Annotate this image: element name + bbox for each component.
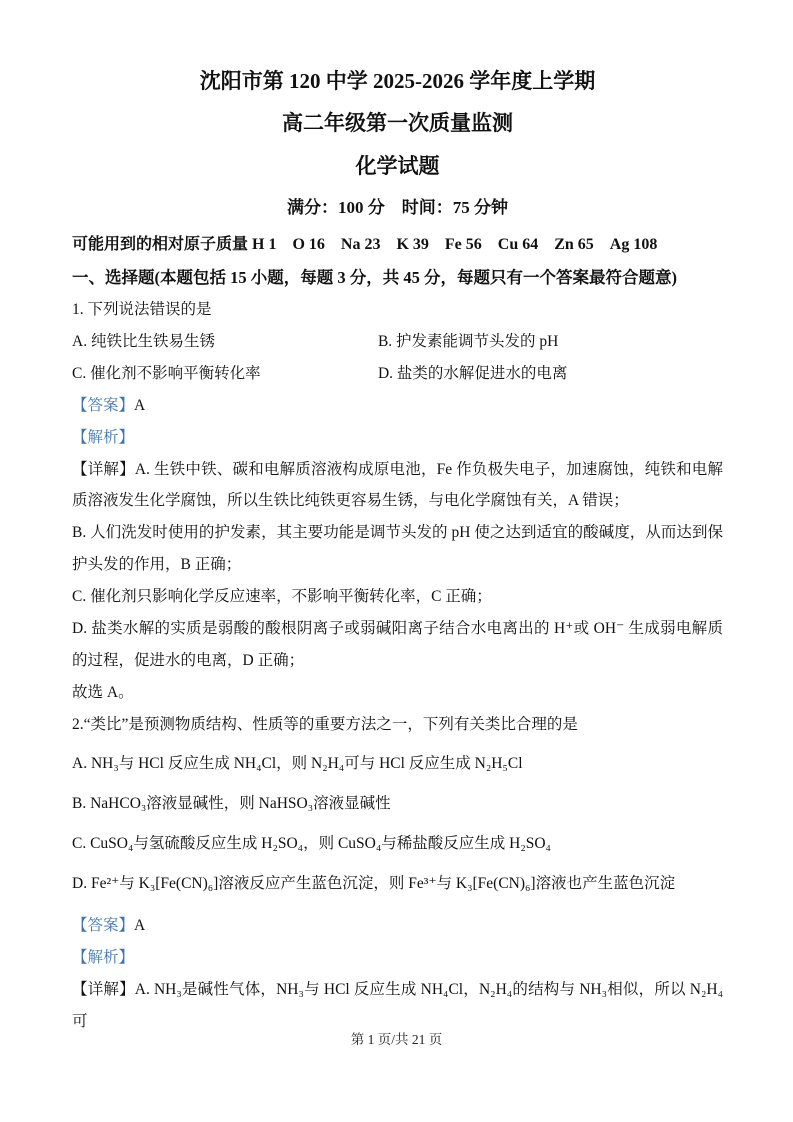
question-1-option-a: A. 纯铁比生铁易生锈 [72, 332, 215, 350]
question-1 [72, 294, 723, 709]
question-1-answer-value: A [134, 396, 146, 414]
question-1-option-c: C. 催化剂不影响平衡转化率 [72, 364, 261, 382]
question-2-stem: 2.“类比”是预测物质结构、性质等的重要方法之一，下列有关类比合理的是 [72, 715, 578, 733]
score-and-time-line: 满分：100 分 时间：75 分钟 [287, 197, 508, 217]
analysis-label: 【解析】 [72, 428, 135, 446]
detail-label: 【详解】 [72, 981, 135, 999]
question-2-option-a: A. NH₃与 HCl 反应生成 NH₄Cl，则 N₂H₄可与 HCl 反应生成 N₂H₅Cl [72, 754, 523, 772]
question-1-options-row-1 [72, 326, 723, 358]
document-title-line2: 高二年级第一次质量监测 [282, 111, 513, 136]
section-heading-choice-questions: 一、选择题(本题包括 15 小题，每题 3 分，共 45 分，每题只有一个答案最符合题意) [72, 267, 677, 287]
question-1-option-b: B. 护发素能调节头发的 pH [377, 332, 559, 350]
question-1-detail-d: D. 盐类水解的实质是弱酸的酸根阴离子或弱碱阳离子结合水电离出的 H⁺或 OH⁻ 生成弱电解质的过程，促进水的电离，D 正确； [72, 620, 723, 670]
question-1-answer-line [72, 390, 723, 422]
document-title-line3: 化学试题 [355, 153, 440, 178]
question-1-options-row-2 [72, 358, 723, 390]
detail-label: 【详解】 [72, 460, 135, 478]
atomic-masses-line: 可能用到的相对原子质量 H 1 O 16 Na 23 K 39 Fe 56 Cu 64 Zn 65 Ag 108 [72, 236, 658, 254]
question-1-option-d: D. 盐类的水解促进水的电离 [377, 364, 568, 382]
analysis-label: 【解析】 [72, 949, 135, 967]
answer-label: 【答案】 [72, 396, 135, 414]
answer-label: 【答案】 [72, 917, 135, 935]
question-1-detail-a [72, 454, 723, 518]
question-1-detail-c: C. 催化剂只影响化学反应速率，不影响平衡转化率，C 正确； [72, 588, 492, 606]
question-1-detail-a-text: A. 生铁中铁、碳和电解质溶液构成原电池，Fe 作负极失电子，加速腐蚀，纯铁和电解质溶液发生化学腐蚀，所以生铁比纯铁更容易生锈，与电化学腐蚀有关，A 错误； [72, 460, 723, 510]
question-1-stem: 1. 下列说法错误的是 [72, 300, 212, 318]
question-2 [72, 709, 723, 1038]
question-2-detail-a-text: A. NH₃是碱性气体，NH₃与 HCl 反应生成 NH₄Cl，N₂H₄的结构与 NH₃相似，所以 N₂H₄可 [72, 981, 723, 1031]
page-footer: 第 1 页/共 21 页 [350, 1032, 443, 1047]
question-2-option-d: D. Fe²⁺与 K₃[Fe(CN)₆]溶液反应产生蓝色沉淀，则 Fe³⁺与 K₃[Fe(CN)₆]溶液也产生蓝色沉淀 [72, 875, 676, 893]
document-title-line1: 沈阳市第 120 中学 2025-2026 学年度上学期 [199, 69, 596, 93]
question-1-detail-b: B. 人们洗发时使用的护发素，其主要功能是调节头发的 pH 使之达到适宜的酸碱度，从而达到保护头发的作用，B 正确； [72, 524, 723, 574]
question-2-option-c: C. CuSO₄与氢硫酸反应生成 H₂SO₄，则 CuSO₄与稀盐酸反应生成 H₂SO₄ [72, 835, 551, 853]
question-1-analysis-line [72, 422, 723, 454]
question-2-answer-line [72, 910, 723, 942]
question-2-answer-value: A [134, 917, 146, 935]
question-2-option-b: B. NaHCO₃溶液显碱性，则 NaHSO₃溶液显碱性 [72, 794, 391, 812]
question-1-conclusion: 故选 A。 [72, 684, 134, 702]
question-2-analysis-line [72, 942, 723, 974]
